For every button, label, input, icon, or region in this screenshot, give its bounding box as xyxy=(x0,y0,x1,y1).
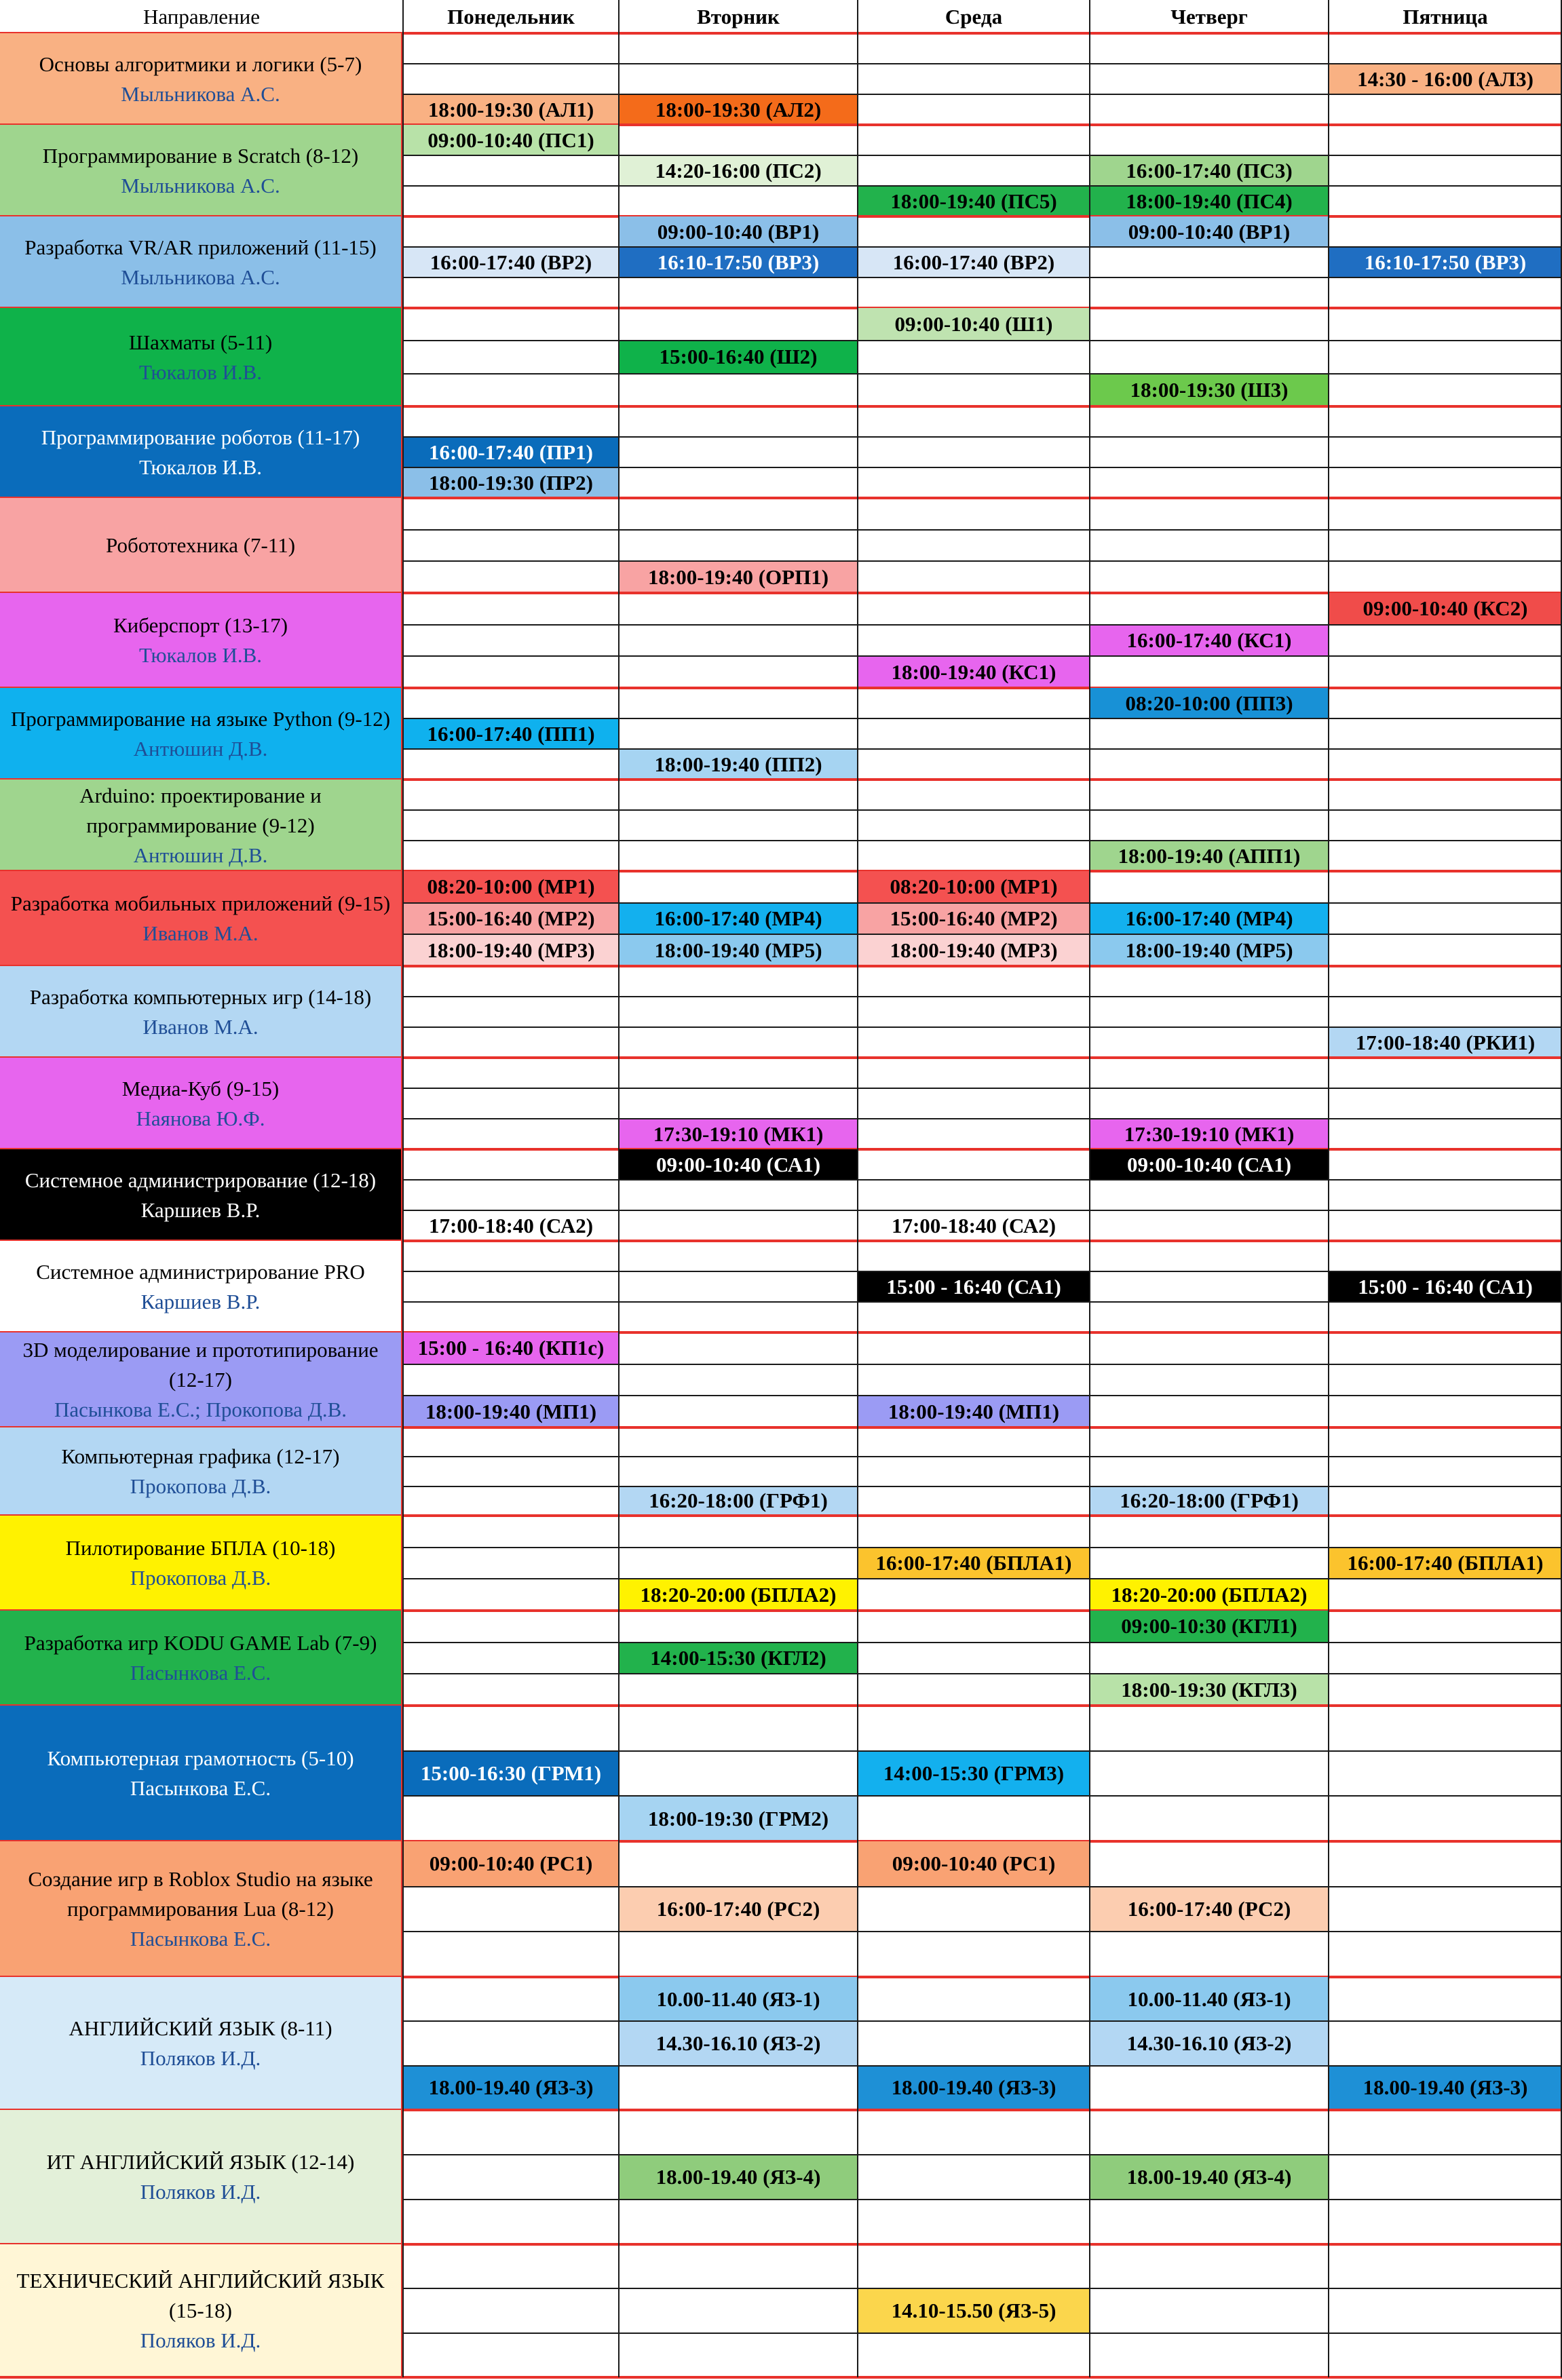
direction-cell xyxy=(0,1149,403,1241)
session-cell: 18:00-19:40 (АПП1) xyxy=(1090,841,1329,871)
session-cell: 08:20-10:00 (МР1) xyxy=(858,871,1090,903)
session-cell: 16:10-17:50 (ВР3) xyxy=(1329,247,1562,277)
teacher-name: Антюшин Д.В. xyxy=(133,736,268,761)
column-line xyxy=(402,0,404,2377)
session-cell: 14:00-15:30 (ГРМ3) xyxy=(858,1751,1090,1797)
direction-name: ИТ АНГЛИЙСКИЙ ЯЗЫК (12-14) xyxy=(46,2150,355,2174)
row-line xyxy=(403,94,1562,95)
session-cell: 16:00-17:40 (РС2) xyxy=(1090,1887,1329,1932)
session-cell: 16:00-17:40 (БПЛА1) xyxy=(858,1548,1090,1579)
session-cell: 18:00-19:40 (МР3) xyxy=(403,934,619,966)
session-cell: 17:30-19:10 (МК1) xyxy=(1090,1119,1329,1149)
direction-name: Медиа-Куб (9-15) xyxy=(121,1076,280,1100)
session-cell: 10.00-11.40 (ЯЗ-1) xyxy=(1090,1977,1329,2021)
teacher-name: Поляков И.Д. xyxy=(140,2328,261,2352)
direction-cell xyxy=(0,1611,403,1706)
row-line xyxy=(403,1931,1562,1932)
session-cell: 09:00-10:40 (ВР1) xyxy=(619,216,858,247)
direction-cell xyxy=(0,33,403,125)
column-line xyxy=(1328,0,1329,2377)
row-line xyxy=(403,340,1562,341)
direction-name: АНГЛИЙСКИЙ ЯЗЫК (8-11) xyxy=(69,2016,332,2040)
session-cell: 18.00-19.40 (ЯЗ-3) xyxy=(858,2066,1090,2110)
session-cell: 18:00-19:40 (МР5) xyxy=(1090,934,1329,966)
header-day: Среда xyxy=(945,4,1003,28)
session-cell: 15:00 - 16:40 (СА1) xyxy=(1329,1271,1562,1302)
session-cell: 17:00-18:40 (РКИ1) xyxy=(1329,1027,1562,1058)
row-line xyxy=(403,1886,1562,1887)
direction-cell xyxy=(0,125,403,216)
session-cell: 18:20-20:00 (БПЛА2) xyxy=(619,1579,858,1611)
direction-cell xyxy=(0,1516,403,1611)
row-line xyxy=(403,2333,1562,2334)
row-line xyxy=(403,996,1562,997)
direction-cell xyxy=(0,593,403,688)
direction-cell xyxy=(0,1977,403,2110)
session-cell: 17:00-18:40 (СА2) xyxy=(403,1210,619,1241)
session-cell: 14.10-15.50 (ЯЗ-5) xyxy=(858,2288,1090,2333)
teacher-name: Тюкалов И.В. xyxy=(138,360,263,384)
session-cell: 18:00-19:30 (АЛ2) xyxy=(619,94,858,125)
teacher-name: Мыльникова А.С. xyxy=(121,265,280,289)
direction-cell xyxy=(0,406,403,498)
session-cell: 09:00-10:40 (ВР1) xyxy=(1090,216,1329,247)
session-cell: 09:00-10:40 (РС1) xyxy=(858,1841,1090,1887)
session-cell: 15:00-16:40 (МР2) xyxy=(858,903,1090,935)
session-cell: 15:00-16:40 (Ш2) xyxy=(619,341,858,373)
session-cell: 18:00-19:40 (КС1) xyxy=(858,656,1090,688)
session-cell: 16:00-17:40 (ПС3) xyxy=(1090,155,1329,186)
row-line xyxy=(403,155,1562,156)
teacher-name: Мыльникова А.С. xyxy=(121,81,280,106)
session-cell: 15:00 - 16:40 (СА1) xyxy=(858,1271,1090,1302)
row-line xyxy=(403,1795,1562,1797)
row-line xyxy=(403,1210,1562,1211)
header-direction: Направление xyxy=(143,4,260,28)
row-line xyxy=(403,1088,1562,1089)
row-line xyxy=(403,1179,1562,1181)
session-cell: 16:00-17:40 (КС1) xyxy=(1090,625,1329,657)
row-line xyxy=(403,748,1562,750)
row-line xyxy=(403,373,1562,375)
teacher-name: Пасынкова Е.С.; Прокопова Д.В. xyxy=(54,1398,347,1421)
direction-name: Компьютерная графика (12-17) xyxy=(61,1444,340,1468)
teacher-name: Мыльникова А.С. xyxy=(121,173,280,197)
direction-cell xyxy=(0,1058,403,1149)
row-line xyxy=(403,1642,1562,1643)
teacher-name: Прокопова Д.В. xyxy=(130,1474,271,1498)
header-day: Пятница xyxy=(1403,4,1488,28)
session-cell: 18.00-19.40 (ЯЗ-3) xyxy=(403,2066,619,2110)
row-line xyxy=(403,2199,1562,2200)
direction-name: Разработка компьютерных игр (14-18) xyxy=(29,984,372,1009)
session-cell: 15:00-16:40 (МР2) xyxy=(403,903,619,935)
row-line xyxy=(403,840,1562,841)
row-line xyxy=(403,1578,1562,1579)
teacher-name: Пасынкова Е.С. xyxy=(130,1661,271,1685)
direction-cell xyxy=(0,216,403,308)
row-line xyxy=(403,1026,1562,1028)
direction-name: Системное администрирование PRO xyxy=(36,1259,365,1284)
direction-cell xyxy=(0,2110,403,2244)
row-line xyxy=(403,624,1562,626)
session-cell: 14.30-16.10 (ЯЗ-2) xyxy=(1090,2021,1329,2065)
session-cell: 18:00-19:40 (ПС4) xyxy=(1090,186,1329,216)
column-line xyxy=(1089,0,1090,2377)
row-line xyxy=(403,560,1562,562)
row-line xyxy=(403,467,1562,468)
teacher-name: Каршиев В.Р. xyxy=(140,1289,261,1313)
row-line xyxy=(403,718,1562,719)
direction-cell xyxy=(0,780,403,871)
teacher-name: Тюкалов И.В. xyxy=(138,643,263,667)
row-line xyxy=(403,1750,1562,1752)
session-cell: 09:00-10:40 (КС2) xyxy=(1329,593,1562,625)
row-line xyxy=(403,1118,1562,1119)
direction-name: Программирование на языке Python (9-12) xyxy=(10,706,391,731)
teacher-name: Поляков И.Д. xyxy=(140,2180,261,2204)
row-line xyxy=(403,246,1562,248)
teacher-name: Поляков И.Д. xyxy=(140,2046,261,2070)
session-cell: 16:10-17:50 (ВР3) xyxy=(619,247,858,277)
session-cell: 08:20-10:00 (ПП3) xyxy=(1090,688,1329,718)
header-day: Четверг xyxy=(1170,4,1248,28)
session-cell: 18.00-19.40 (ЯЗ-4) xyxy=(619,2155,858,2200)
direction-name: Робототехника (7-11) xyxy=(105,533,296,557)
direction-name: Программирование роботов (11-17) xyxy=(41,425,360,449)
teacher-name: Прокопова Д.В. xyxy=(130,1566,271,1590)
row-line xyxy=(403,2288,1562,2289)
direction-name: Создание игр в Roblox Studio на языке программирования Lua (8-12) xyxy=(28,1867,373,1921)
session-cell: 18:00-19:40 (ПС5) xyxy=(858,186,1090,216)
direction-name: Системное администрирование (12-18) xyxy=(24,1168,377,1192)
direction-cell xyxy=(0,1332,403,1427)
teacher-name: Каршиев В.Р. xyxy=(140,1197,261,1222)
direction-name: Киберспорт (13-17) xyxy=(113,613,288,637)
session-cell: 09:00-10:40 (РС1) xyxy=(403,1841,619,1887)
direction-name: Arduino: проектирование и программирование (9-12) xyxy=(79,783,322,837)
row-line xyxy=(403,2020,1562,2022)
session-cell: 18:00-19:30 (Ш3) xyxy=(1090,374,1329,406)
direction-cell xyxy=(0,871,403,966)
row-line xyxy=(403,436,1562,438)
session-cell: 18:00-19:30 (АЛ1) xyxy=(403,94,619,125)
direction-name: ТЕХНИЧЕСКИЙ АНГЛИЙСКИЙ ЯЗЫК (15-18) xyxy=(16,2269,385,2322)
session-cell: 16:00-17:40 (ПП1) xyxy=(403,718,619,749)
session-cell: 14:00-15:30 (КГЛ2) xyxy=(619,1643,858,1674)
session-cell: 18:00-19:40 (ОРП1) xyxy=(619,561,858,593)
row-line xyxy=(403,63,1562,64)
direction-cell xyxy=(0,1241,403,1332)
session-cell: 16:20-18:00 (ГРФ1) xyxy=(619,1486,858,1516)
direction-name: Программирование в Scratch (8-12) xyxy=(42,143,359,168)
session-cell: 10.00-11.40 (ЯЗ-1) xyxy=(619,1977,858,2021)
header-day: Понедельник xyxy=(447,4,575,28)
row-line xyxy=(403,185,1562,187)
session-cell: 18:00-19:40 (МР5) xyxy=(619,934,858,966)
row-line xyxy=(403,1395,1562,1396)
row-line xyxy=(403,277,1562,278)
header-day: Вторник xyxy=(697,4,780,28)
session-cell: 09:00-10:40 (ПС1) xyxy=(403,125,619,155)
session-cell: 16:00-17:40 (МР4) xyxy=(619,903,858,935)
row-line xyxy=(403,1547,1562,1548)
session-cell: 18:00-19:30 (ПР2) xyxy=(403,467,619,498)
direction-name: Основы алгоритмики и логики (5-7) xyxy=(39,52,362,76)
teacher-name: Иванов М.А. xyxy=(142,1014,259,1039)
direction-cell xyxy=(0,2244,403,2377)
row-line xyxy=(403,1271,1562,1272)
column-line xyxy=(618,0,620,2377)
teacher-name: Пасынкова Е.С. xyxy=(130,1927,271,1951)
session-cell: 18:00-19:40 (МР3) xyxy=(858,934,1090,966)
session-cell: 17:00-18:40 (СА2) xyxy=(858,1210,1090,1241)
row-line xyxy=(403,1486,1562,1487)
row-line xyxy=(403,1301,1562,1303)
row-line xyxy=(403,529,1562,531)
row-line xyxy=(403,2065,1562,2067)
session-cell: 18:00-19:30 (ГРМ2) xyxy=(619,1796,858,1841)
session-cell: 09:00-10:30 (КГЛ1) xyxy=(1090,1611,1329,1643)
direction-name: Пилотирование БПЛА (10-18) xyxy=(65,1536,336,1560)
direction-cell xyxy=(0,308,403,406)
direction-name: Разработка мобильных приложений (9-15) xyxy=(10,891,391,915)
teacher-name: Антюшин Д.В. xyxy=(133,843,268,867)
session-cell: 17:30-19:10 (МК1) xyxy=(619,1119,858,1149)
row-line xyxy=(403,934,1562,935)
session-cell: 16:00-17:40 (ВР2) xyxy=(858,247,1090,277)
session-cell: 08:20-10:00 (МР1) xyxy=(403,871,619,903)
row-line xyxy=(403,2154,1562,2155)
session-cell: 16:00-17:40 (РС2) xyxy=(619,1887,858,1932)
direction-name: 3D моделирование и прототипирование (12-17) xyxy=(22,1338,379,1391)
teacher-name: Наянова Ю.Ф. xyxy=(136,1106,265,1130)
column-line xyxy=(857,0,858,2377)
session-cell: 16:00-17:40 (ПР1) xyxy=(403,437,619,467)
direction-cell xyxy=(0,966,403,1058)
row-line xyxy=(403,1456,1562,1457)
row-line xyxy=(403,902,1562,904)
direction-name: Шахматы (5-11) xyxy=(128,330,273,354)
direction-cell xyxy=(0,688,403,780)
teacher-name: Пасынкова Е.С. xyxy=(130,1776,271,1800)
direction-cell xyxy=(0,1706,403,1841)
session-cell: 14:20-16:00 (ПС2) xyxy=(619,155,858,186)
direction-cell xyxy=(0,498,403,593)
teacher-name: Иванов М.А. xyxy=(142,921,259,945)
session-cell: 18:00-19:30 (КГЛ3) xyxy=(1090,1674,1329,1706)
session-cell: 14:30 - 16:00 (АЛ3) xyxy=(1329,64,1562,94)
session-cell: 14.30-16.10 (ЯЗ-2) xyxy=(619,2021,858,2065)
session-cell: 16:00-17:40 (ВР2) xyxy=(403,247,619,277)
session-cell: 15:00 - 16:40 (КП1с) xyxy=(403,1332,619,1364)
row-line xyxy=(403,1673,1562,1674)
session-cell: 18:00-19:40 (МП1) xyxy=(403,1396,619,1427)
row-line xyxy=(403,1364,1562,1365)
direction-name: Разработка игр KODU GAME Lab (7-9) xyxy=(24,1631,377,1655)
session-cell: 09:00-10:40 (СА1) xyxy=(1090,1149,1329,1180)
session-cell: 18:00-19:40 (ПП2) xyxy=(619,749,858,780)
direction-cell xyxy=(0,1427,403,1516)
session-cell: 16:00-17:40 (БПЛА1) xyxy=(1329,1548,1562,1579)
teacher-name: Тюкалов И.В. xyxy=(138,455,263,479)
session-cell: 15:00-16:30 (ГРМ1) xyxy=(403,1751,619,1797)
session-cell: 18:20-20:00 (БПЛА2) xyxy=(1090,1579,1329,1611)
row-line xyxy=(403,655,1562,657)
direction-name: Компьютерная грамотность (5-10) xyxy=(47,1746,354,1770)
session-cell: 16:00-17:40 (МР4) xyxy=(1090,903,1329,935)
session-cell: 18.00-19.40 (ЯЗ-3) xyxy=(1329,2066,1562,2110)
row-line xyxy=(403,809,1562,811)
session-cell: 18.00-19.40 (ЯЗ-4) xyxy=(1090,2155,1329,2200)
session-cell: 18:00-19:40 (МП1) xyxy=(858,1396,1090,1427)
session-cell: 09:00-10:40 (Ш1) xyxy=(858,308,1090,341)
session-cell: 09:00-10:40 (СА1) xyxy=(619,1149,858,1180)
direction-name: Разработка VR/AR приложений (11-15) xyxy=(24,235,377,259)
direction-cell xyxy=(0,1841,403,1977)
session-cell: 16:20-18:00 (ГРФ1) xyxy=(1090,1486,1329,1516)
